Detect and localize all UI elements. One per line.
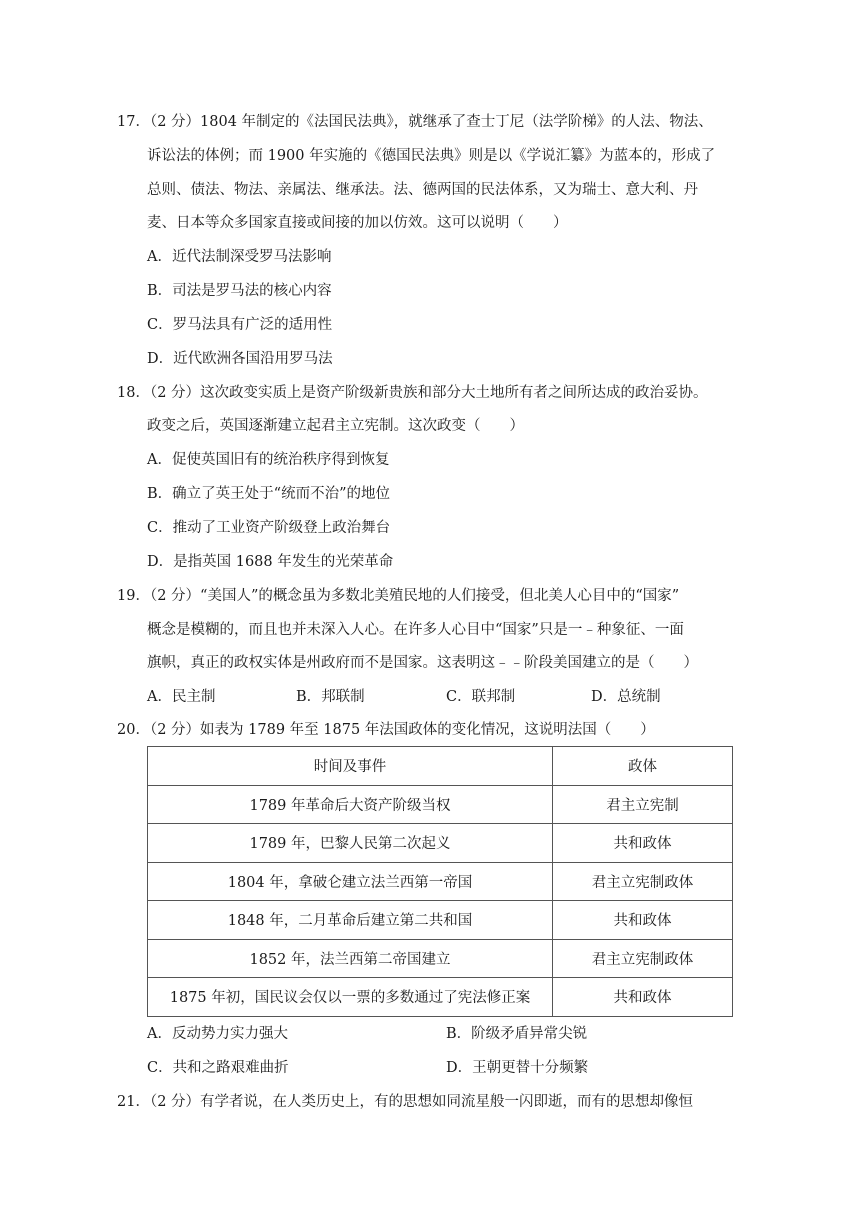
table-row <box>148 978 733 1017</box>
question-17-option-d[interactable]: D．近代欧洲各国沿用罗马法 <box>147 351 333 367</box>
table-row <box>148 785 733 824</box>
table-cell-event: 1848 年，二月革命后建立第二共和国 <box>148 901 553 940</box>
question-20-option-c[interactable]: C．共和之路艰难曲折 <box>147 1060 289 1076</box>
table-cell-regime: 君主立宪制政体 <box>553 862 733 901</box>
table-header-row <box>148 747 733 786</box>
table-cell-event: 1804 年，拿破仑建立法兰西第一帝国 <box>148 862 553 901</box>
question-17-line-1: 17．（2 分）1804 年制定的《法国民法典》，就继承了查士丁尼（法学阶梯》的人法、物法、 <box>117 114 713 130</box>
question-17-option-a[interactable]: A．近代法制深受罗马法影响 <box>147 249 332 265</box>
question-18-option-a[interactable]: A．促使英国旧有的统治秩序得到恢复 <box>147 452 390 468</box>
question-19-line-2: 概念是模糊的，而且也并未深入人心。在许多人心目中“国家”只是一﹣种象征、一面 <box>147 622 684 638</box>
table-row <box>148 862 733 901</box>
table-row <box>148 824 733 863</box>
table-header-cell: 政体 <box>553 747 733 786</box>
question-18-line-2: 政变之后，英国逐渐建立起君主立宪制。这次政变（ ） <box>147 418 524 434</box>
table-header-cell: 时间及事件 <box>148 747 553 786</box>
question-20-table <box>147 746 733 1017</box>
question-20-option-a[interactable]: A．反动势力实力强大 <box>147 1026 288 1042</box>
table-cell-regime: 共和政体 <box>553 901 733 940</box>
table-cell-regime: 君主立宪制政体 <box>553 939 733 978</box>
question-18-option-c[interactable]: C．推动了工业资产阶级登上政治舞台 <box>147 520 391 536</box>
question-19-line-3: 旗帜，真正的政权实体是州政府而不是国家。这表明这﹣﹣阶段美国建立的是（ ） <box>147 655 698 671</box>
question-19-option-b[interactable]: B．邦联制 <box>296 689 365 705</box>
table-row <box>148 901 733 940</box>
table-cell-regime: 共和政体 <box>553 824 733 863</box>
question-20-options-row-1 <box>147 1024 747 1044</box>
question-18-option-b[interactable]: B．确立了英王处于“统而不治”的地位 <box>147 486 390 502</box>
table-cell-regime: 君主立宪制 <box>553 785 733 824</box>
question-17-option-c[interactable]: C．罗马法具有广泛的适用性 <box>147 317 333 333</box>
question-17-line-4: 麦、日本等众多国家直接或间接的加以仿效。这可以说明（ ） <box>147 215 568 231</box>
question-19-option-c[interactable]: C．联邦制 <box>446 689 516 705</box>
table-cell-event: 1852 年，法兰西第二帝国建立 <box>148 939 553 978</box>
question-19-line-1: 19．（2 分）“美国人”的概念虽为多数北美殖民地的人们接受，但北美人心目中的“国家” <box>117 588 680 604</box>
question-20-line-1: 20．（2 分）如表为 1789 年至 1875 年法国政体的变化情况，这说明法国（ ） <box>117 722 655 738</box>
question-17-line-2: 诉讼法的体例；而 1900 年实施的《德国民法典》则是以《学说汇纂》为蓝本的，形成了 <box>147 148 716 164</box>
question-17-option-b[interactable]: B．司法是罗马法的核心内容 <box>147 283 332 299</box>
question-18-line-1: 18．（2 分）这次政变实质上是资产阶级新贵族和部分大土地所有者之间所达成的政治妥协。 <box>117 385 708 401</box>
table-cell-event: 1789 年革命后大资产阶级当权 <box>148 785 553 824</box>
question-20-option-b[interactable]: B．阶级矛盾异常尖锐 <box>446 1026 588 1042</box>
question-17-line-3: 总则、债法、物法、亲属法、继承法。法、德两国的民法体系，又为瑞士、意大利、丹 <box>147 182 698 198</box>
question-19-option-a[interactable]: A．民主制 <box>147 689 216 705</box>
question-20-options-row-2 <box>147 1058 747 1078</box>
question-21-line-1: 21．（2 分）有学者说，在人类历史上，有的思想如同流星般一闪即逝，而有的思想却像恒 <box>117 1094 694 1110</box>
question-19-option-d[interactable]: D．总统制 <box>591 689 661 705</box>
question-18-option-d[interactable]: D．是指英国 1688 年发生的光荣革命 <box>147 554 394 570</box>
table-row <box>148 939 733 978</box>
table-cell-regime: 共和政体 <box>553 978 733 1017</box>
table-cell-event: 1875 年初，国民议会仅以一票的多数通过了宪法修正案 <box>148 978 553 1017</box>
question-19-options <box>147 687 747 707</box>
table-cell-event: 1789 年，巴黎人民第二次起义 <box>148 824 553 863</box>
question-20-option-d[interactable]: D．王朝更替十分频繁 <box>446 1060 589 1076</box>
